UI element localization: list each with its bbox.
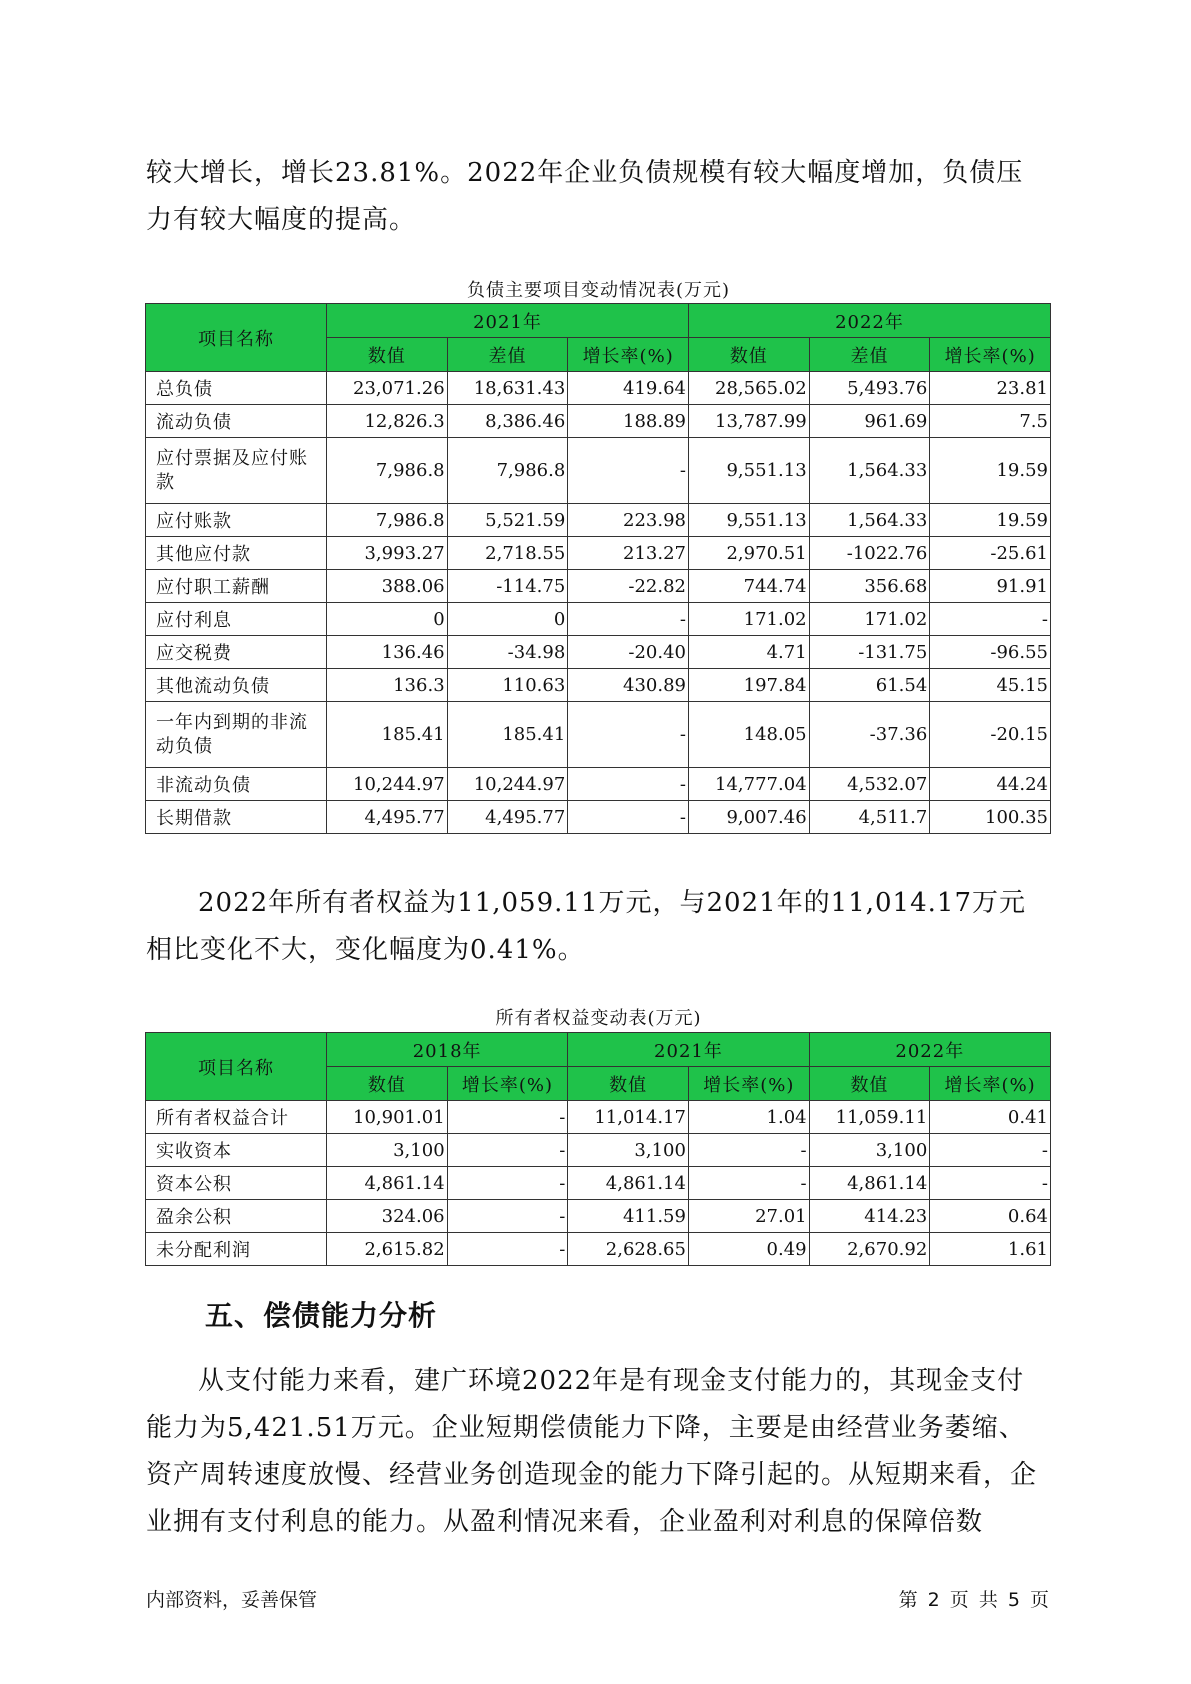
equity-table-body bbox=[146, 1101, 1051, 1266]
cell-a-val: 4,861.14 bbox=[326, 1167, 447, 1200]
cell-a-rate: - bbox=[568, 801, 689, 834]
liability-table-caption: 负债主要项目变动情况表(万元) bbox=[466, 280, 731, 301]
cell-b-val: 2,628.65 bbox=[568, 1233, 689, 1266]
cell-a-rate: 223.98 bbox=[568, 504, 689, 537]
cell-a-val: 4,495.77 bbox=[326, 801, 447, 834]
cell-b-rate: 0.49 bbox=[688, 1233, 809, 1266]
value-column-header: 数值 bbox=[809, 1067, 930, 1101]
cell-a-val: 10,244.97 bbox=[326, 768, 447, 801]
row-label: 一年内到期的非流动负债 bbox=[146, 702, 327, 768]
rate-column-header: 增长率(%) bbox=[930, 338, 1051, 372]
cell-c-rate: - bbox=[930, 1167, 1051, 1200]
cell-b-diff: 5,493.76 bbox=[809, 372, 930, 405]
cell-b-diff: 4,511.7 bbox=[809, 801, 930, 834]
cell-b-val: 13,787.99 bbox=[688, 405, 809, 438]
table-row bbox=[146, 1200, 1051, 1233]
rate-column-header: 增长率(%) bbox=[568, 338, 689, 372]
row-label: 实收资本 bbox=[146, 1134, 327, 1167]
cell-a-diff: 110.63 bbox=[447, 669, 568, 702]
cell-b-val: 4,861.14 bbox=[568, 1167, 689, 1200]
cell-c-val: 2,670.92 bbox=[809, 1233, 930, 1266]
equity-table bbox=[145, 1032, 1051, 1266]
cell-b-rate: 100.35 bbox=[930, 801, 1051, 834]
cell-a-diff: 10,244.97 bbox=[447, 768, 568, 801]
cell-a-rate: - bbox=[568, 768, 689, 801]
cell-b-diff: 961.69 bbox=[809, 405, 930, 438]
cell-b-rate: - bbox=[688, 1134, 809, 1167]
diff-column-header: 差值 bbox=[809, 338, 930, 372]
cell-a-val: 0 bbox=[326, 603, 447, 636]
row-label: 盈余公积 bbox=[146, 1200, 327, 1233]
table-row bbox=[146, 801, 1051, 834]
liability-table-body bbox=[146, 372, 1051, 834]
cell-a-diff: 5,521.59 bbox=[447, 504, 568, 537]
cell-b-rate: -96.55 bbox=[930, 636, 1051, 669]
rate-column-header: 增长率(%) bbox=[930, 1067, 1051, 1101]
footer-confidential-note: 内部资料，妥善保管 bbox=[146, 1589, 318, 1611]
intro-paragraph: 较大增长，增长23.81%。2022年企业负债规模有较大幅度增加，负债压力有较大幅度的提高。 bbox=[146, 158, 1024, 235]
cell-a-val: 7,986.8 bbox=[326, 504, 447, 537]
cell-a-val: 7,986.8 bbox=[326, 438, 447, 504]
value-column-header: 数值 bbox=[568, 1067, 689, 1101]
cell-a-rate: 430.89 bbox=[568, 669, 689, 702]
cell-b-val: 28,565.02 bbox=[688, 372, 809, 405]
cell-b-val: 11,014.17 bbox=[568, 1101, 689, 1134]
row-label: 资本公积 bbox=[146, 1167, 327, 1200]
cell-b-diff: -1022.76 bbox=[809, 537, 930, 570]
table-row bbox=[146, 702, 1051, 768]
cell-b-diff: -131.75 bbox=[809, 636, 930, 669]
rate-column-header: 增长率(%) bbox=[447, 1067, 568, 1101]
value-column-header: 数值 bbox=[326, 1067, 447, 1101]
table-row bbox=[146, 570, 1051, 603]
cell-a-rate: -20.40 bbox=[568, 636, 689, 669]
cell-b-val: 148.05 bbox=[688, 702, 809, 768]
cell-a-rate: 188.89 bbox=[568, 405, 689, 438]
cell-a-rate: -22.82 bbox=[568, 570, 689, 603]
cell-a-diff: 2,718.55 bbox=[447, 537, 568, 570]
cell-a-rate: 419.64 bbox=[568, 372, 689, 405]
cell-b-rate: 45.15 bbox=[930, 669, 1051, 702]
solvency-paragraph: 从支付能力来看，建广环境2022年是有现金支付能力的，其现金支付能力为5,421.51万元。企业短期偿债能力下降，主要是由经营业务萎缩、资产周转速度放慢、经营业务创造现金的能力下降引起的。从短期来看，企业拥有支付利息的能力。从盈利情况来看，企业盈利对利息的保障倍数 bbox=[146, 1366, 1038, 1537]
cell-b-rate: - bbox=[930, 603, 1051, 636]
cell-b-val: 9,551.13 bbox=[688, 438, 809, 504]
cell-a-rate: - bbox=[447, 1101, 568, 1134]
cell-a-val: 2,615.82 bbox=[326, 1233, 447, 1266]
cell-b-rate: 23.81 bbox=[930, 372, 1051, 405]
cell-a-diff: 8,386.46 bbox=[447, 405, 568, 438]
cell-c-val: 11,059.11 bbox=[809, 1101, 930, 1134]
row-label: 流动负债 bbox=[146, 405, 327, 438]
cell-b-diff: 1,564.33 bbox=[809, 504, 930, 537]
cell-b-diff: 171.02 bbox=[809, 603, 930, 636]
cell-a-diff: 4,495.77 bbox=[447, 801, 568, 834]
row-label: 应交税费 bbox=[146, 636, 327, 669]
cell-b-rate: -20.15 bbox=[930, 702, 1051, 768]
liability-table bbox=[145, 303, 1051, 834]
table-row bbox=[146, 1233, 1051, 1266]
cell-a-val: 185.41 bbox=[326, 702, 447, 768]
cell-c-rate: 0.41 bbox=[930, 1101, 1051, 1134]
row-label: 非流动负债 bbox=[146, 768, 327, 801]
cell-b-diff: -37.36 bbox=[809, 702, 930, 768]
cell-a-val: 3,100 bbox=[326, 1134, 447, 1167]
cell-a-val: 388.06 bbox=[326, 570, 447, 603]
equity-table-caption: 所有者权益变动表(万元) bbox=[495, 1008, 702, 1029]
cell-a-rate: - bbox=[568, 702, 689, 768]
table-row bbox=[146, 438, 1051, 504]
cell-a-rate: - bbox=[568, 603, 689, 636]
cell-c-rate: 1.61 bbox=[930, 1233, 1051, 1266]
cell-b-diff: 4,532.07 bbox=[809, 768, 930, 801]
section-heading: 五、偿债能力分析 bbox=[205, 1299, 438, 1332]
value-column-header: 数值 bbox=[688, 338, 809, 372]
row-label: 其他流动负债 bbox=[146, 669, 327, 702]
row-label: 应付账款 bbox=[146, 504, 327, 537]
table-row bbox=[146, 603, 1051, 636]
cell-c-rate: 0.64 bbox=[930, 1200, 1051, 1233]
diff-column-header: 差值 bbox=[447, 338, 568, 372]
rate-column-header: 增长率(%) bbox=[688, 1067, 809, 1101]
cell-a-rate: - bbox=[447, 1200, 568, 1233]
row-label: 总负债 bbox=[146, 372, 327, 405]
cell-b-rate: - bbox=[688, 1167, 809, 1200]
cell-b-val: 14,777.04 bbox=[688, 768, 809, 801]
value-column-header: 数值 bbox=[326, 338, 447, 372]
row-label: 长期借款 bbox=[146, 801, 327, 834]
cell-b-rate: 91.91 bbox=[930, 570, 1051, 603]
cell-b-val: 744.74 bbox=[688, 570, 809, 603]
cell-b-rate: 44.24 bbox=[930, 768, 1051, 801]
cell-b-diff: 61.54 bbox=[809, 669, 930, 702]
row-label: 其他应付款 bbox=[146, 537, 327, 570]
table-row bbox=[146, 1167, 1051, 1200]
cell-b-rate: 19.59 bbox=[930, 438, 1051, 504]
table-header-row bbox=[146, 304, 1051, 338]
table-row bbox=[146, 669, 1051, 702]
cell-a-rate: - bbox=[447, 1233, 568, 1266]
row-label: 所有者权益合计 bbox=[146, 1101, 327, 1134]
cell-a-val: 324.06 bbox=[326, 1200, 447, 1233]
cell-a-val: 10,901.01 bbox=[326, 1101, 447, 1134]
equity-paragraph: 2022年所有者权益为11,059.11万元，与2021年的11,014.17万元相比变化不大，变化幅度为0.41%。 bbox=[146, 888, 1026, 965]
cell-a-rate: 213.27 bbox=[568, 537, 689, 570]
cell-c-val: 414.23 bbox=[809, 1200, 930, 1233]
cell-a-val: 12,826.3 bbox=[326, 405, 447, 438]
cell-a-rate: - bbox=[447, 1167, 568, 1200]
row-label: 未分配利润 bbox=[146, 1233, 327, 1266]
row-label: 应付职工薪酬 bbox=[146, 570, 327, 603]
row-label: 应付票据及应付账款 bbox=[146, 438, 327, 504]
cell-a-val: 23,071.26 bbox=[326, 372, 447, 405]
cell-a-diff: -34.98 bbox=[447, 636, 568, 669]
cell-b-rate: 27.01 bbox=[688, 1200, 809, 1233]
cell-b-val: 3,100 bbox=[568, 1134, 689, 1167]
row-label: 应付利息 bbox=[146, 603, 327, 636]
cell-b-val: 2,970.51 bbox=[688, 537, 809, 570]
cell-a-rate: - bbox=[447, 1134, 568, 1167]
cell-a-diff: 0 bbox=[447, 603, 568, 636]
cell-a-diff: 18,631.43 bbox=[447, 372, 568, 405]
cell-a-diff: 7,986.8 bbox=[447, 438, 568, 504]
cell-a-rate: - bbox=[568, 438, 689, 504]
cell-b-val: 9,007.46 bbox=[688, 801, 809, 834]
cell-b-val: 411.59 bbox=[568, 1200, 689, 1233]
footer-page-number: 第 2 页 共 5 页 bbox=[898, 1589, 1051, 1611]
cell-a-val: 136.46 bbox=[326, 636, 447, 669]
table-row bbox=[146, 768, 1051, 801]
year-2022-header: 2022年 bbox=[809, 1033, 1050, 1067]
cell-b-rate: -25.61 bbox=[930, 537, 1051, 570]
table-row bbox=[146, 537, 1051, 570]
cell-c-rate: - bbox=[930, 1134, 1051, 1167]
table-row bbox=[146, 405, 1051, 438]
cell-c-val: 3,100 bbox=[809, 1134, 930, 1167]
table-row bbox=[146, 636, 1051, 669]
cell-a-diff: 185.41 bbox=[447, 702, 568, 768]
cell-a-val: 3,993.27 bbox=[326, 537, 447, 570]
table-header-row bbox=[146, 1033, 1051, 1067]
cell-b-val: 197.84 bbox=[688, 669, 809, 702]
cell-b-val: 4.71 bbox=[688, 636, 809, 669]
cell-b-diff: 356.68 bbox=[809, 570, 930, 603]
cell-b-rate: 19.59 bbox=[930, 504, 1051, 537]
cell-b-rate: 7.5 bbox=[930, 405, 1051, 438]
year-2022-header: 2022年 bbox=[688, 304, 1050, 338]
table-row bbox=[146, 1134, 1051, 1167]
cell-b-val: 171.02 bbox=[688, 603, 809, 636]
cell-a-val: 136.3 bbox=[326, 669, 447, 702]
cell-c-val: 4,861.14 bbox=[809, 1167, 930, 1200]
table-row bbox=[146, 1101, 1051, 1134]
name-column-header: 项目名称 bbox=[146, 1033, 327, 1101]
cell-a-diff: -114.75 bbox=[447, 570, 568, 603]
cell-b-rate: 1.04 bbox=[688, 1101, 809, 1134]
year-2018-header: 2018年 bbox=[326, 1033, 567, 1067]
year-2021-header: 2021年 bbox=[568, 1033, 809, 1067]
table-row bbox=[146, 372, 1051, 405]
name-column-header: 项目名称 bbox=[146, 304, 327, 372]
cell-b-val: 9,551.13 bbox=[688, 504, 809, 537]
year-2021-header: 2021年 bbox=[326, 304, 688, 338]
cell-b-diff: 1,564.33 bbox=[809, 438, 930, 504]
table-row bbox=[146, 504, 1051, 537]
